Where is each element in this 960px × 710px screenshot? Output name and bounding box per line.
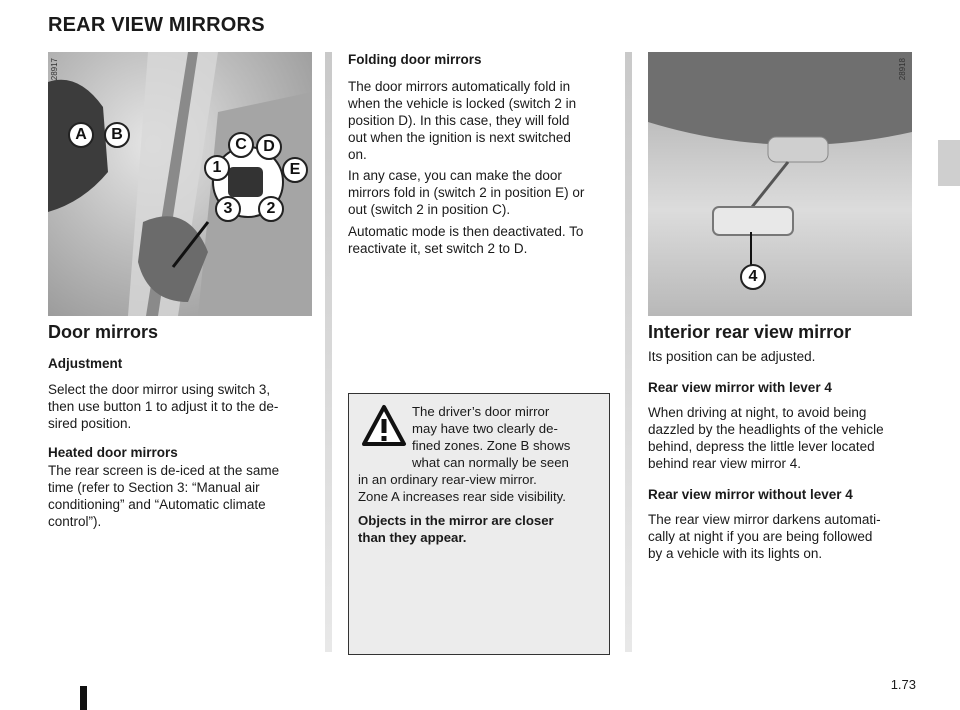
column-divider-right (625, 52, 632, 652)
warning-text-top: The driver’s door mirror may have two clearly de- fined zones. Zone B shows what can normally be seen (412, 404, 571, 470)
callout-d: D (256, 134, 282, 160)
interior-mirror-illustration (648, 52, 912, 316)
without-lever-heading: Rear view mirror without lever 4 (648, 487, 853, 502)
column-divider-left (325, 52, 332, 652)
page-number: 1.73 (890, 677, 916, 692)
photo-code-right: 28918 (898, 58, 907, 81)
door-mirror-illustration (48, 52, 312, 316)
callout-1: 1 (204, 155, 230, 181)
callout-a: A (68, 122, 94, 148)
adjustment-heading: Adjustment (48, 356, 123, 371)
warning-text-bottom: in an ordinary rear-view mirror. Zone A increases rear side visibility. (358, 472, 566, 504)
folding-paragraph-2: In any case, you can make the door mirrors fold in (switch 2 in position E) or out (switch 2 in position C). (348, 168, 585, 217)
heated-mirrors-heading: Heated door mirrors (48, 445, 178, 460)
with-lever-text: When driving at night, to avoid being dazzled by the headlights of the vehicle behind, depress the little lever located behind rear view mirror 4. (648, 405, 884, 471)
interior-intro: Its position can be adjusted. (648, 349, 816, 364)
adjustment-text: Select the door mirror using switch 3, then use button 1 to adjust it to the de- sired position. (48, 382, 279, 431)
callout-2: 2 (258, 196, 284, 222)
callout-4: 4 (740, 264, 766, 290)
without-lever-text: The rear view mirror darkens automati- cally at night if you are being followed by a vehicle with its lights on. (648, 512, 881, 561)
warning-bold-text: Objects in the mirror are closer than they appear. (358, 513, 554, 545)
corner-mark (80, 686, 87, 710)
warning-box (348, 393, 610, 655)
folding-paragraph-1: The door mirrors automatically fold in when the vehicle is locked (switch 2 in position D). In this case, they will fold out when the ignition is next switched on. (348, 79, 577, 162)
folding-heading: Folding door mirrors (348, 52, 482, 67)
folding-paragraph-3: Automatic mode is then deactivated. To reactivate it, set switch 2 to D. (348, 224, 584, 256)
heated-mirrors-text: The rear screen is de-iced at the same time (refer to Section 3: “Manual air conditioning” and “Automatic climate control”). (48, 463, 280, 529)
interior-mirror-photo (648, 52, 912, 316)
callout-b: B (104, 122, 130, 148)
door-mirror-photo (48, 52, 312, 316)
callout-3: 3 (215, 196, 241, 222)
callout-c: C (228, 132, 254, 158)
photo-code-left: 28917 (50, 58, 59, 81)
callout-e: E (282, 157, 308, 183)
interior-mirror-heading: Interior rear view mirror (648, 322, 852, 342)
warning-triangle-icon (361, 404, 407, 448)
section-tab (938, 140, 960, 186)
with-lever-heading: Rear view mirror with lever 4 (648, 380, 832, 395)
door-mirrors-heading: Door mirrors (48, 322, 159, 342)
page-title: REAR VIEW MIRRORS (48, 14, 265, 36)
